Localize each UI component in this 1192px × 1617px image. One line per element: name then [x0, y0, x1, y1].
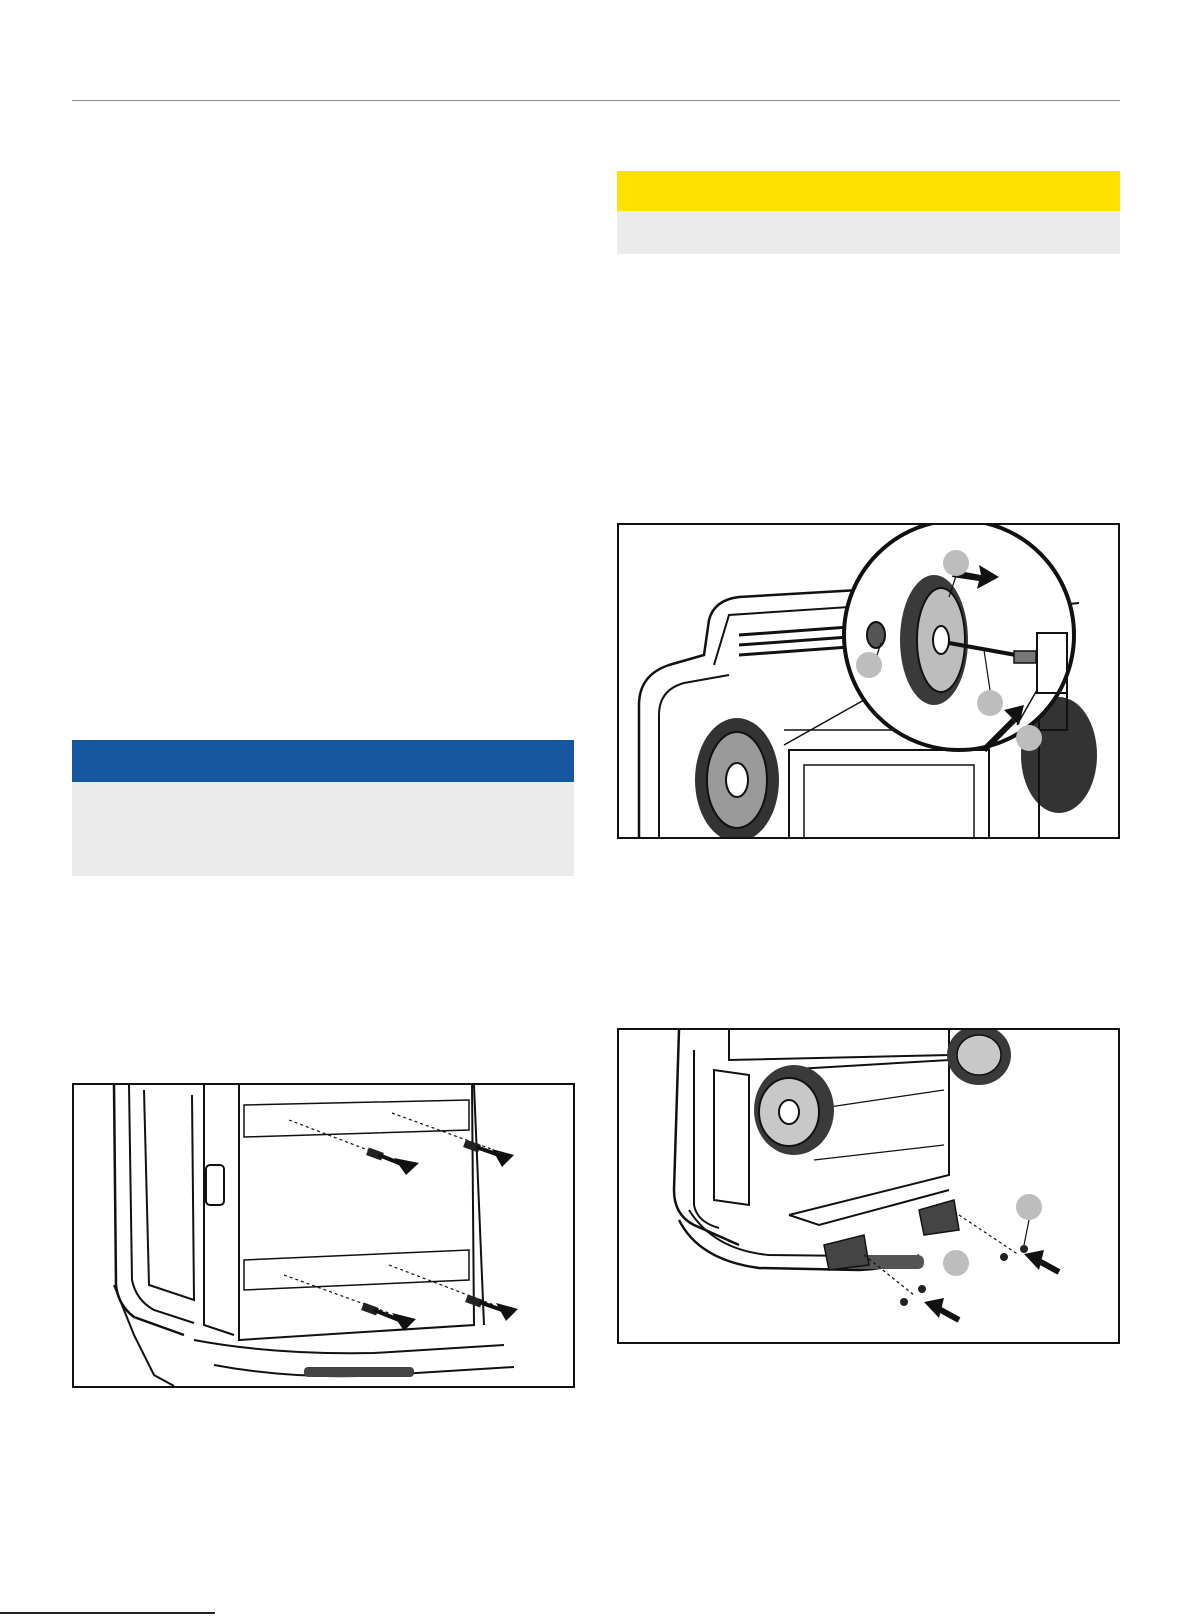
figure-foot-assembly: [617, 1028, 1120, 1344]
caution-box-header: [617, 171, 1120, 211]
panel-removal-illustration: [74, 1085, 573, 1386]
wheel-icon: [695, 718, 779, 837]
notice-box-header: [72, 740, 574, 782]
wheel-icon: [754, 1065, 834, 1155]
wheel-assembly-illustration: [619, 525, 1118, 837]
caution-box-body: [617, 211, 1120, 254]
figure-wheel-assembly: [617, 523, 1120, 839]
figure-panel-removal: [72, 1083, 575, 1388]
header-rule: [72, 100, 1120, 101]
footer-rule: [0, 1612, 215, 1614]
foot-assembly-illustration: [619, 1030, 1118, 1342]
callout-icon: [943, 1194, 1042, 1276]
notice-box-body: [72, 782, 574, 876]
